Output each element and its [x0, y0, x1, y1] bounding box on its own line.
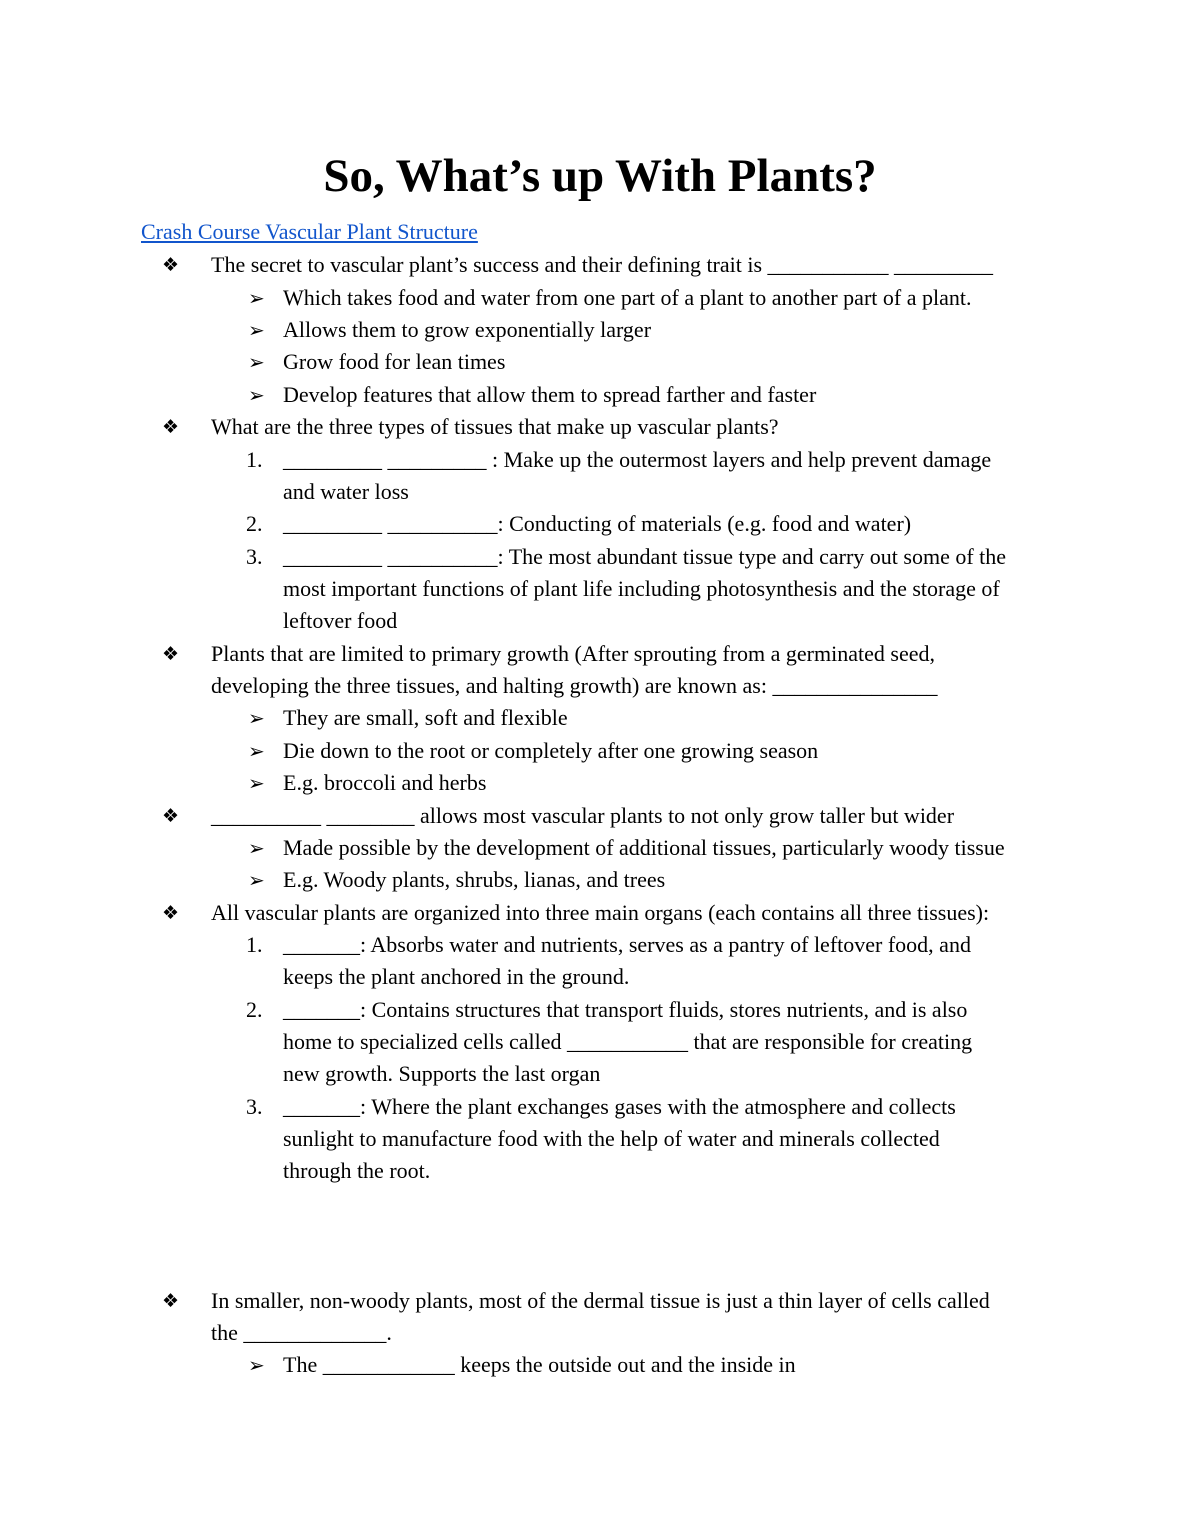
arrow-bullet-icon: ➢ [248, 350, 265, 374]
arrow-bullet-icon: ➢ [248, 771, 265, 795]
sub-bullet-text: Die down to the root or completely after one growing season [283, 738, 819, 763]
list-number: 1. [246, 447, 263, 472]
list-item-text: leftover food [283, 608, 398, 633]
list-item-text: sunlight to manufacture food with the help of water and minerals collected [283, 1126, 940, 1151]
sub-bullet-text: Which takes food and water from one part of a plant to another part of a plant. [283, 285, 972, 310]
bullet-text: __________ ________ allows most vascular plants to not only grow taller but wider [211, 803, 955, 828]
sub-bullet-text: The ____________ keeps the outside out and the inside in [283, 1352, 796, 1377]
list-item-text: most important functions of plant life including photosynthesis and the storage of [283, 576, 1000, 601]
bullet-text: the _____________. [211, 1320, 392, 1345]
sub-bullet-text: E.g. broccoli and herbs [283, 770, 487, 795]
bullet-text: In smaller, non-woody plants, most of the dermal tissue is just a thin layer of cells called [211, 1288, 990, 1313]
diamond-bullet-icon: ❖ [162, 643, 180, 665]
sub-bullet-text: They are small, soft and flexible [283, 705, 568, 730]
diamond-bullet-icon: ❖ [162, 416, 180, 438]
diamond-bullet-icon: ❖ [162, 254, 180, 276]
diamond-bullet-icon: ❖ [162, 902, 180, 924]
list-item-text: _______: Absorbs water and nutrients, serves as a pantry of leftover food, and [283, 932, 971, 957]
arrow-bullet-icon: ➢ [248, 1353, 265, 1377]
arrow-bullet-icon: ➢ [248, 383, 265, 407]
list-item-text: new growth. Supports the last organ [283, 1061, 601, 1086]
list-number: 2. [246, 997, 263, 1022]
list-item-text: through the root. [283, 1158, 431, 1183]
bullet-text: What are the three types of tissues that make up vascular plants? [211, 414, 779, 439]
sub-bullet-text: Allows them to grow exponentially larger [283, 317, 652, 342]
list-number: 3. [246, 1094, 263, 1119]
list-item-text: home to specialized cells called ___________ that are responsible for creating [283, 1029, 973, 1054]
bullet-text: developing the three tissues, and halting growth) are known as: _______________ [211, 673, 938, 698]
bullet-text: All vascular plants are organized into three main organs (each contains all three tissues): [211, 900, 990, 925]
arrow-bullet-icon: ➢ [248, 706, 265, 730]
arrow-bullet-icon: ➢ [248, 868, 265, 892]
list-number: 1. [246, 932, 263, 957]
sub-bullet-text: E.g. Woody plants, shrubs, lianas, and trees [283, 867, 666, 892]
arrow-bullet-icon: ➢ [248, 286, 265, 310]
list-number: 2. [246, 511, 263, 536]
sub-bullet-text: Made possible by the development of additional tissues, particularly woody tissue [283, 835, 1005, 860]
sub-bullet-text: Develop features that allow them to spread farther and faster [283, 382, 817, 407]
list-item-text: _________ __________: Conducting of materials (e.g. food and water) [283, 511, 912, 536]
bullet-text: Plants that are limited to primary growth (After sprouting from a germinated seed, [211, 641, 935, 666]
list-number: 3. [246, 544, 263, 569]
list-item-text: _______: Where the plant exchanges gases with the atmosphere and collects [283, 1094, 956, 1119]
list-item-text: _________ _________ : Make up the outermost layers and help prevent damage [283, 447, 992, 472]
list-item-text: keeps the plant anchored in the ground. [283, 964, 630, 989]
diamond-bullet-icon: ❖ [162, 1290, 180, 1312]
bullet-text: The secret to vascular plant’s success and their defining trait is ___________ _________ [211, 252, 994, 277]
arrow-bullet-icon: ➢ [248, 318, 265, 342]
list-item-text: _______: Contains structures that transport fluids, stores nutrients, and is also [283, 997, 968, 1022]
page-title: So, What’s up With Plants? [323, 150, 877, 202]
sub-bullet-text: Grow food for lean times [283, 349, 506, 374]
arrow-bullet-icon: ➢ [248, 836, 265, 860]
arrow-bullet-icon: ➢ [248, 739, 265, 763]
crash-course-link[interactable]: Crash Course Vascular Plant Structure [141, 219, 478, 244]
diamond-bullet-icon: ❖ [162, 805, 180, 827]
list-item-text: and water loss [283, 479, 409, 504]
list-item-text: _________ __________: The most abundant tissue type and carry out some of the [283, 544, 1007, 569]
